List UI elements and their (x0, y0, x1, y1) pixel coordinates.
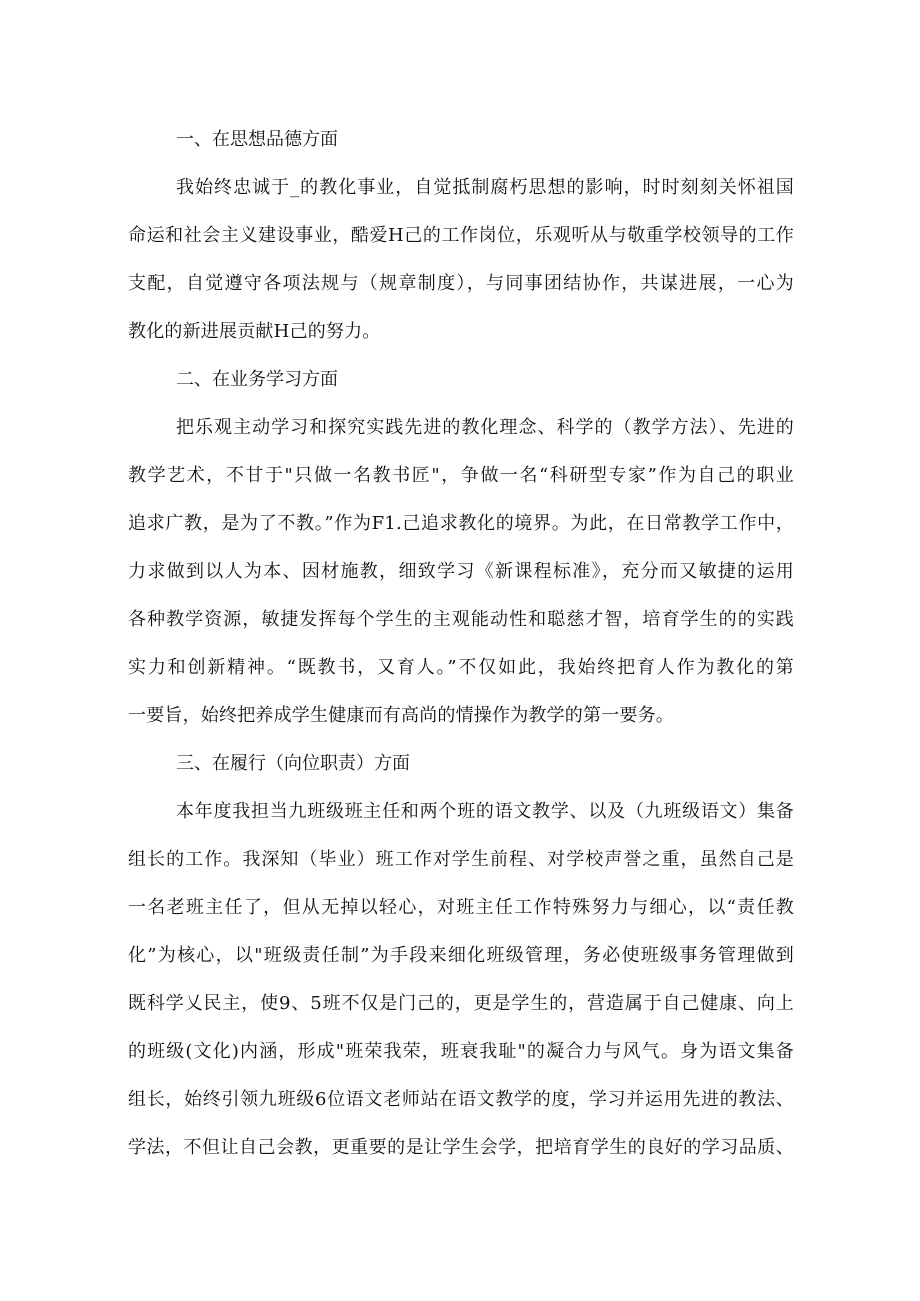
paragraph (128, 404, 794, 740)
paragraph-line: 本年度我担当九班级班主任和两个班的语文教学、以及（九班级语文）集备 (176, 801, 794, 822)
paragraph-line: 追求广教，是为了不教。”作为F1.己追求教化的境界。为此，在日常教学工作中， (128, 513, 794, 534)
paragraph-line: 组长的工作。我深知（毕业）班工作对学生前程、对学校声誉之重，虽然自己是 (128, 849, 794, 870)
paragraph-line: 组长，始终引领九班级6位语文老师站在语文教学的度，学习并运用先进的教法、 (128, 1089, 794, 1110)
paragraph-line: 既科学乂民主，使9、5班不仅是门己的，更是学生的，营造属于自己健康、向上 (128, 993, 794, 1014)
paragraph-line: 化”为核心，以"班级责任制”为手段来细化班级管理，务必使班级事务管理做到 (128, 945, 794, 966)
paragraph-line: 支配，自觉遵守各项法规与（规章制度），与同事团结协作，共谋进展，一心为 (128, 273, 794, 294)
paragraph-line: 命运和社会主义建设事业，酷爱H己的工作岗位，乐观听从与敬重学校领导的工作 (128, 225, 794, 246)
paragraph-line: 学法，不但让自己会教，更重要的是让学生会学，把培育学生的良好的学习品质、 (128, 1137, 794, 1158)
paragraph-line: 我始终忠诚于_的教化事业，自觉抵制腐朽思想的影响，时时刻刻关怀祖国 (176, 177, 794, 198)
paragraph-line: 各种教学资源，敏捷发挥每个学生的主观能动性和聪慈才智，培育学生的的实践 (128, 609, 794, 630)
paragraph (128, 164, 794, 356)
section-heading: 二、在业务学习方面 (176, 369, 338, 390)
paragraph-line: 实力和创新精神。“既教书，又育人。”不仅如此，我始终把育人作为教化的第 (128, 657, 794, 678)
document-body (128, 116, 794, 1172)
paragraph-line: 一要旨，始终把养成学生健康而有高尚的情操作为教学的第一要务。 (128, 705, 674, 726)
section-heading: 三、在履行（向位职责）方面 (176, 753, 410, 774)
paragraph-line: 教化的新进展贡献H己的努力。 (128, 321, 381, 342)
paragraph (128, 788, 794, 1172)
paragraph-line: 的班级(文化)内涵，形成"班荣我荣，班衰我耻"的凝合力与风气。身为语文集备 (128, 1041, 794, 1062)
paragraph-line: 把乐观主动学习和探究实践先进的教化理念、科学的（教学方法）、先进的 (176, 417, 794, 438)
paragraph-line: 力求做到以人为本、因材施教，细致学习《新课程标准》，充分而又敏捷的运用 (128, 561, 794, 582)
section-heading: 一、在思想品德方面 (176, 129, 338, 150)
paragraph-line: 教学艺术，不甘于"只做一名教书匠"，争做一名“科研型专家”作为自己的职业 (128, 465, 794, 486)
paragraph-line: 一名老班主任了，但从无掉以轻心，对班主任工作特殊努力与细心，以“责任教 (128, 897, 794, 918)
